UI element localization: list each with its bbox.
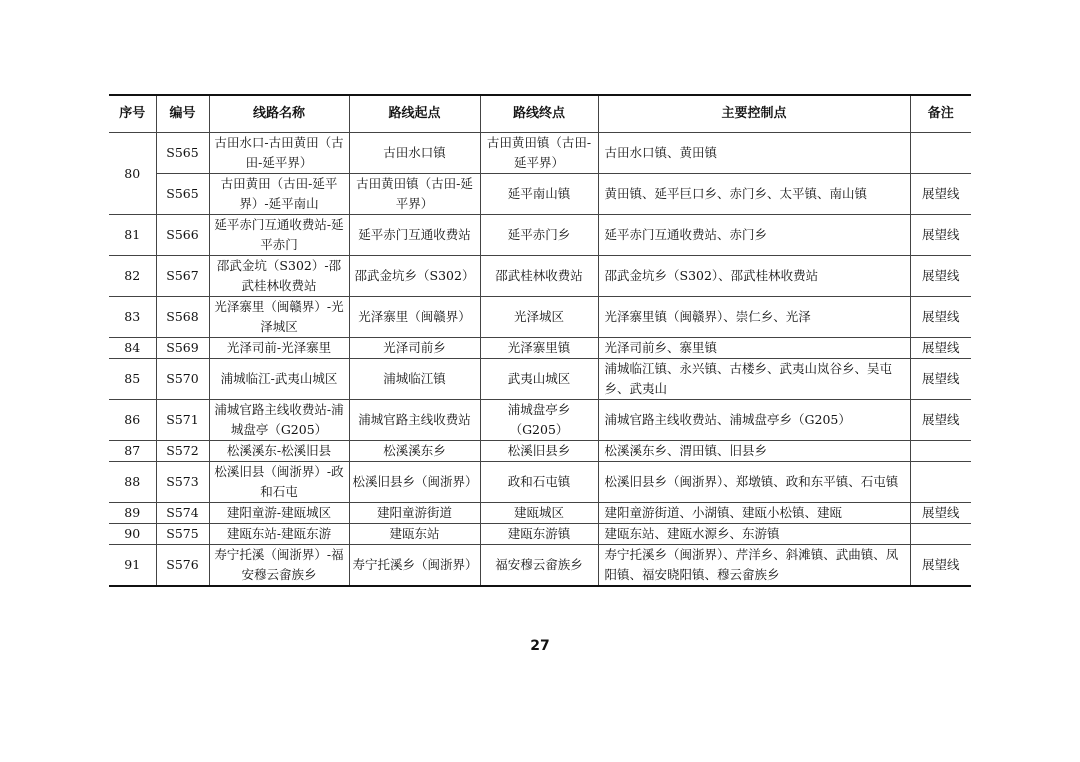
cell-seq: 87 bbox=[109, 441, 156, 462]
cell-name: 松溪溪东-松溪旧县 bbox=[209, 441, 349, 462]
cell-code: S571 bbox=[156, 400, 209, 441]
table-row bbox=[109, 359, 971, 400]
cell-seq: 88 bbox=[109, 462, 156, 503]
cell-start: 浦城官路主线收费站 bbox=[349, 400, 480, 441]
cell-seq: 89 bbox=[109, 503, 156, 524]
cell-code: S576 bbox=[156, 545, 209, 587]
cell-name: 光泽司前-光泽寨里 bbox=[209, 338, 349, 359]
cell-note bbox=[910, 133, 971, 174]
cell-seq: 80 bbox=[109, 133, 156, 215]
header-seq: 序号 bbox=[109, 95, 156, 133]
cell-note: 展望线 bbox=[910, 503, 971, 524]
cell-control: 黄田镇、延平巨口乡、赤门乡、太平镇、南山镇 bbox=[598, 174, 910, 215]
cell-seq: 90 bbox=[109, 524, 156, 545]
cell-seq: 81 bbox=[109, 215, 156, 256]
cell-start: 光泽寨里（闽赣界） bbox=[349, 297, 480, 338]
cell-control: 建阳童游街道、小湖镇、建瓯小松镇、建瓯 bbox=[598, 503, 910, 524]
cell-end: 延平赤门乡 bbox=[480, 215, 598, 256]
cell-code: S574 bbox=[156, 503, 209, 524]
table-row bbox=[109, 400, 971, 441]
table-row bbox=[109, 215, 971, 256]
cell-seq: 86 bbox=[109, 400, 156, 441]
cell-note bbox=[910, 462, 971, 503]
table-row bbox=[109, 524, 971, 545]
cell-seq: 91 bbox=[109, 545, 156, 587]
cell-name: 浦城官路主线收费站-浦城盘亭（G205） bbox=[209, 400, 349, 441]
cell-note: 展望线 bbox=[910, 256, 971, 297]
header-end: 路线终点 bbox=[480, 95, 598, 133]
cell-start: 寿宁托溪乡（闽浙界） bbox=[349, 545, 480, 587]
cell-end: 松溪旧县乡 bbox=[480, 441, 598, 462]
cell-name: 松溪旧县（闽浙界）-政和石屯 bbox=[209, 462, 349, 503]
cell-control: 延平赤门互通收费站、赤门乡 bbox=[598, 215, 910, 256]
cell-seq: 82 bbox=[109, 256, 156, 297]
cell-end: 政和石屯镇 bbox=[480, 462, 598, 503]
cell-note: 展望线 bbox=[910, 215, 971, 256]
cell-code: S568 bbox=[156, 297, 209, 338]
cell-code: S565 bbox=[156, 133, 209, 174]
cell-note: 展望线 bbox=[910, 174, 971, 215]
cell-start: 建阳童游街道 bbox=[349, 503, 480, 524]
cell-name: 邵武金坑（S302）-邵武桂林收费站 bbox=[209, 256, 349, 297]
route-table bbox=[109, 94, 971, 587]
table-row bbox=[109, 338, 971, 359]
cell-name: 建瓯东站-建瓯东游 bbox=[209, 524, 349, 545]
cell-note bbox=[910, 524, 971, 545]
cell-control: 古田水口镇、黄田镇 bbox=[598, 133, 910, 174]
cell-name: 建阳童游-建瓯城区 bbox=[209, 503, 349, 524]
cell-start: 邵武金坑乡（S302） bbox=[349, 256, 480, 297]
cell-start: 延平赤门互通收费站 bbox=[349, 215, 480, 256]
header-code: 编号 bbox=[156, 95, 209, 133]
cell-end: 浦城盘亭乡（G205） bbox=[480, 400, 598, 441]
cell-code: S570 bbox=[156, 359, 209, 400]
cell-start: 松溪旧县乡（闽浙界） bbox=[349, 462, 480, 503]
cell-end: 福安穆云畲族乡 bbox=[480, 545, 598, 587]
cell-name: 延平赤门互通收费站-延平赤门 bbox=[209, 215, 349, 256]
table-row bbox=[109, 503, 971, 524]
cell-note: 展望线 bbox=[910, 400, 971, 441]
cell-note: 展望线 bbox=[910, 359, 971, 400]
cell-control: 邵武金坑乡（S302）、邵武桂林收费站 bbox=[598, 256, 910, 297]
header-note: 备注 bbox=[910, 95, 971, 133]
cell-start: 建瓯东站 bbox=[349, 524, 480, 545]
cell-start: 光泽司前乡 bbox=[349, 338, 480, 359]
cell-end: 光泽寨里镇 bbox=[480, 338, 598, 359]
cell-start: 古田水口镇 bbox=[349, 133, 480, 174]
cell-control: 光泽寨里镇（闽赣界）、崇仁乡、光泽 bbox=[598, 297, 910, 338]
cell-name: 古田水口-古田黄田（古田-延平界） bbox=[209, 133, 349, 174]
cell-name: 古田黄田（古田-延平界）-延平南山 bbox=[209, 174, 349, 215]
table-row bbox=[109, 256, 971, 297]
cell-code: S572 bbox=[156, 441, 209, 462]
cell-seq: 83 bbox=[109, 297, 156, 338]
cell-code: S575 bbox=[156, 524, 209, 545]
header-control: 主要控制点 bbox=[598, 95, 910, 133]
cell-end: 建瓯城区 bbox=[480, 503, 598, 524]
cell-note: 展望线 bbox=[910, 338, 971, 359]
cell-name: 浦城临江-武夷山城区 bbox=[209, 359, 349, 400]
cell-code: S566 bbox=[156, 215, 209, 256]
cell-seq: 85 bbox=[109, 359, 156, 400]
table-row bbox=[109, 441, 971, 462]
cell-start: 浦城临江镇 bbox=[349, 359, 480, 400]
table-row bbox=[109, 545, 971, 587]
header-name: 线路名称 bbox=[209, 95, 349, 133]
cell-code: S565 bbox=[156, 174, 209, 215]
cell-control: 建瓯东站、建瓯水源乡、东游镇 bbox=[598, 524, 910, 545]
cell-code: S573 bbox=[156, 462, 209, 503]
cell-end: 武夷山城区 bbox=[480, 359, 598, 400]
table-row bbox=[109, 174, 971, 215]
cell-note: 展望线 bbox=[910, 545, 971, 587]
header-start: 路线起点 bbox=[349, 95, 480, 133]
cell-name: 光泽寨里（闽赣界）-光泽城区 bbox=[209, 297, 349, 338]
cell-end: 邵武桂林收费站 bbox=[480, 256, 598, 297]
cell-note: 展望线 bbox=[910, 297, 971, 338]
cell-end: 建瓯东游镇 bbox=[480, 524, 598, 545]
cell-seq: 84 bbox=[109, 338, 156, 359]
cell-control: 松溪溪东乡、渭田镇、旧县乡 bbox=[598, 441, 910, 462]
cell-start: 松溪溪东乡 bbox=[349, 441, 480, 462]
header-row bbox=[109, 95, 971, 133]
cell-name: 寿宁托溪（闽浙界）-福安穆云畲族乡 bbox=[209, 545, 349, 587]
cell-start: 古田黄田镇（古田-延平界） bbox=[349, 174, 480, 215]
cell-control: 寿宁托溪乡（闽浙界）、芹洋乡、斜滩镇、武曲镇、凤阳镇、福安晓阳镇、穆云畲族乡 bbox=[598, 545, 910, 587]
table-row bbox=[109, 133, 971, 174]
cell-code: S569 bbox=[156, 338, 209, 359]
cell-end: 古田黄田镇（古田-延平界） bbox=[480, 133, 598, 174]
cell-control: 浦城官路主线收费站、浦城盘亭乡（G205） bbox=[598, 400, 910, 441]
cell-end: 光泽城区 bbox=[480, 297, 598, 338]
table-row bbox=[109, 297, 971, 338]
cell-end: 延平南山镇 bbox=[480, 174, 598, 215]
cell-note bbox=[910, 441, 971, 462]
cell-control: 浦城临江镇、永兴镇、古楼乡、武夷山岚谷乡、吴屯乡、武夷山 bbox=[598, 359, 910, 400]
cell-code: S567 bbox=[156, 256, 209, 297]
cell-control: 光泽司前乡、寨里镇 bbox=[598, 338, 910, 359]
cell-control: 松溪旧县乡（闽浙界）、郑墩镇、政和东平镇、石屯镇 bbox=[598, 462, 910, 503]
page-number: 27 bbox=[530, 638, 550, 654]
table-row bbox=[109, 462, 971, 503]
